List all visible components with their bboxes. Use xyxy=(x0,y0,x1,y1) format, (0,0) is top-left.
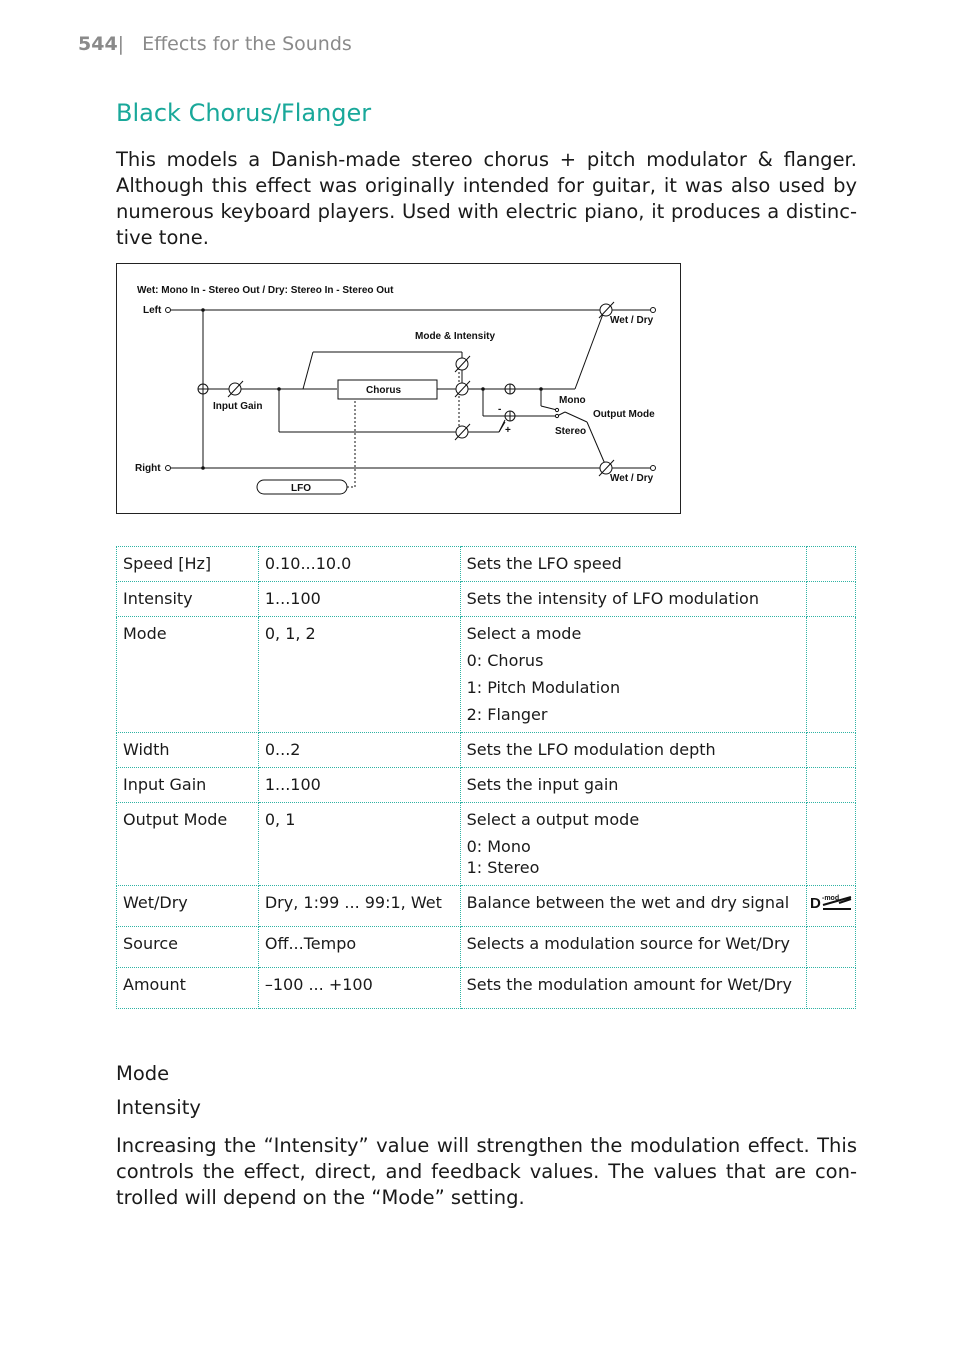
d-mod-letter: D xyxy=(809,895,821,911)
d-mod-icon xyxy=(809,893,853,911)
param-range: 0, 1 xyxy=(258,803,460,886)
param-modulation xyxy=(806,547,855,582)
param-description xyxy=(460,582,806,617)
table-row xyxy=(117,968,856,1009)
param-description xyxy=(460,768,806,803)
table-row xyxy=(117,547,856,582)
output-mode-label: Output Mode xyxy=(593,409,655,420)
page-header xyxy=(78,33,352,55)
param-modulation xyxy=(806,803,855,886)
table-row xyxy=(117,733,856,768)
param-range: 1...100 xyxy=(258,582,460,617)
param-range: –100 ... +100 xyxy=(258,968,460,1009)
parameter-table xyxy=(116,546,856,1009)
table-row xyxy=(117,617,856,733)
description-line: Sets the input gain xyxy=(466,775,619,794)
description-line: 0: Chorus xyxy=(466,651,544,670)
param-range: 0.10...10.0 xyxy=(258,547,460,582)
header-separator: | xyxy=(117,33,125,55)
param-modulation xyxy=(806,617,855,733)
param-range: Off...Tempo xyxy=(258,927,460,968)
mode-intensity-label: Mode & Intensity xyxy=(415,331,496,342)
diagram-caption: Wet: Mono In - Stereo Out / Dry: Stereo In - Stereo Out xyxy=(137,285,394,296)
left-label: Left xyxy=(143,305,162,316)
chorus-label: Chorus xyxy=(366,385,401,396)
param-description xyxy=(460,927,806,968)
param-range: Dry, 1:99 ... 99:1, Wet xyxy=(258,886,460,927)
param-modulation xyxy=(806,768,855,803)
description-line: Sets the intensity of LFO modulation xyxy=(466,589,759,608)
description-line: Select a mode xyxy=(466,624,582,643)
subhead-mode: Mode xyxy=(116,1062,170,1085)
param-name: Intensity xyxy=(117,582,259,617)
description-line: Balance between the wet and dry signal xyxy=(466,893,790,912)
description-line: 1: Pitch Modulation xyxy=(466,678,621,697)
description-line: 0: Mono xyxy=(466,837,531,856)
wet-dry-bottom-label: Wet / Dry xyxy=(610,473,654,484)
signal-flow-diagram xyxy=(116,263,681,514)
lfo-label: LFO xyxy=(291,483,311,494)
param-name: Input Gain xyxy=(117,768,259,803)
param-range: 0, 1, 2 xyxy=(258,617,460,733)
stereo-label: Stereo xyxy=(555,426,587,437)
param-name: Width xyxy=(117,733,259,768)
description-line: Sets the LFO modulation depth xyxy=(466,740,716,759)
param-modulation xyxy=(806,968,855,1009)
intensity-paragraph: Increasing the “Intensity” value will strengthen the modulation effect. This controls the effect, direct, and feedback values. The values that are con-trolled will depend on the “Mode” setting. xyxy=(116,1134,857,1209)
table-row xyxy=(117,927,856,968)
param-name: Source xyxy=(117,927,259,968)
section-title: Effects for the Sounds xyxy=(142,33,352,55)
right-label: Right xyxy=(135,463,161,474)
description-line: Sets the modulation amount for Wet/Dry xyxy=(466,975,792,994)
description-line: Select a output mode xyxy=(466,810,640,829)
table-row xyxy=(117,886,856,927)
param-name: Amount xyxy=(117,968,259,1009)
param-name: Mode xyxy=(117,617,259,733)
minus-sign: - xyxy=(498,404,502,415)
param-description xyxy=(460,803,806,886)
param-description xyxy=(460,547,806,582)
diagram-svg xyxy=(117,264,682,515)
subhead-intensity: Intensity xyxy=(116,1096,201,1119)
effect-title: Black Chorus/Flanger xyxy=(116,99,372,127)
input-gain-label: Input Gain xyxy=(213,401,263,412)
param-name: Wet/Dry xyxy=(117,886,259,927)
param-range: 0...2 xyxy=(258,733,460,768)
param-modulation xyxy=(806,733,855,768)
param-description xyxy=(460,617,806,733)
param-name: Output Mode xyxy=(117,803,259,886)
description-line: Selects a modulation source for Wet/Dry xyxy=(466,934,790,953)
param-name: Speed [Hz] xyxy=(117,547,259,582)
d-mod-superscript: -mod xyxy=(821,895,840,902)
param-modulation xyxy=(806,582,855,617)
param-description xyxy=(460,733,806,768)
table-row xyxy=(117,768,856,803)
param-description xyxy=(460,886,806,927)
param-description xyxy=(460,968,806,1009)
wet-dry-top-label: Wet / Dry xyxy=(610,315,654,326)
param-modulation xyxy=(806,886,855,927)
param-range: 1...100 xyxy=(258,768,460,803)
description-line: 2: Flanger xyxy=(466,705,548,724)
table-row xyxy=(117,803,856,886)
param-modulation xyxy=(806,927,855,968)
table-row xyxy=(117,582,856,617)
description-line: Sets the LFO speed xyxy=(466,554,622,573)
plus-sign: + xyxy=(505,425,511,436)
description-line: 1: Stereo xyxy=(466,858,540,877)
intro-paragraph: This models a Danish-made stereo chorus + pitch modulator & flanger. Although this effect was originally intended for guitar, it was also used by numerous keyboard players. Used with electric piano, it produces a distinc-tive tone. xyxy=(116,148,857,249)
page-number: 544 xyxy=(78,33,118,55)
mono-label: Mono xyxy=(559,395,586,406)
